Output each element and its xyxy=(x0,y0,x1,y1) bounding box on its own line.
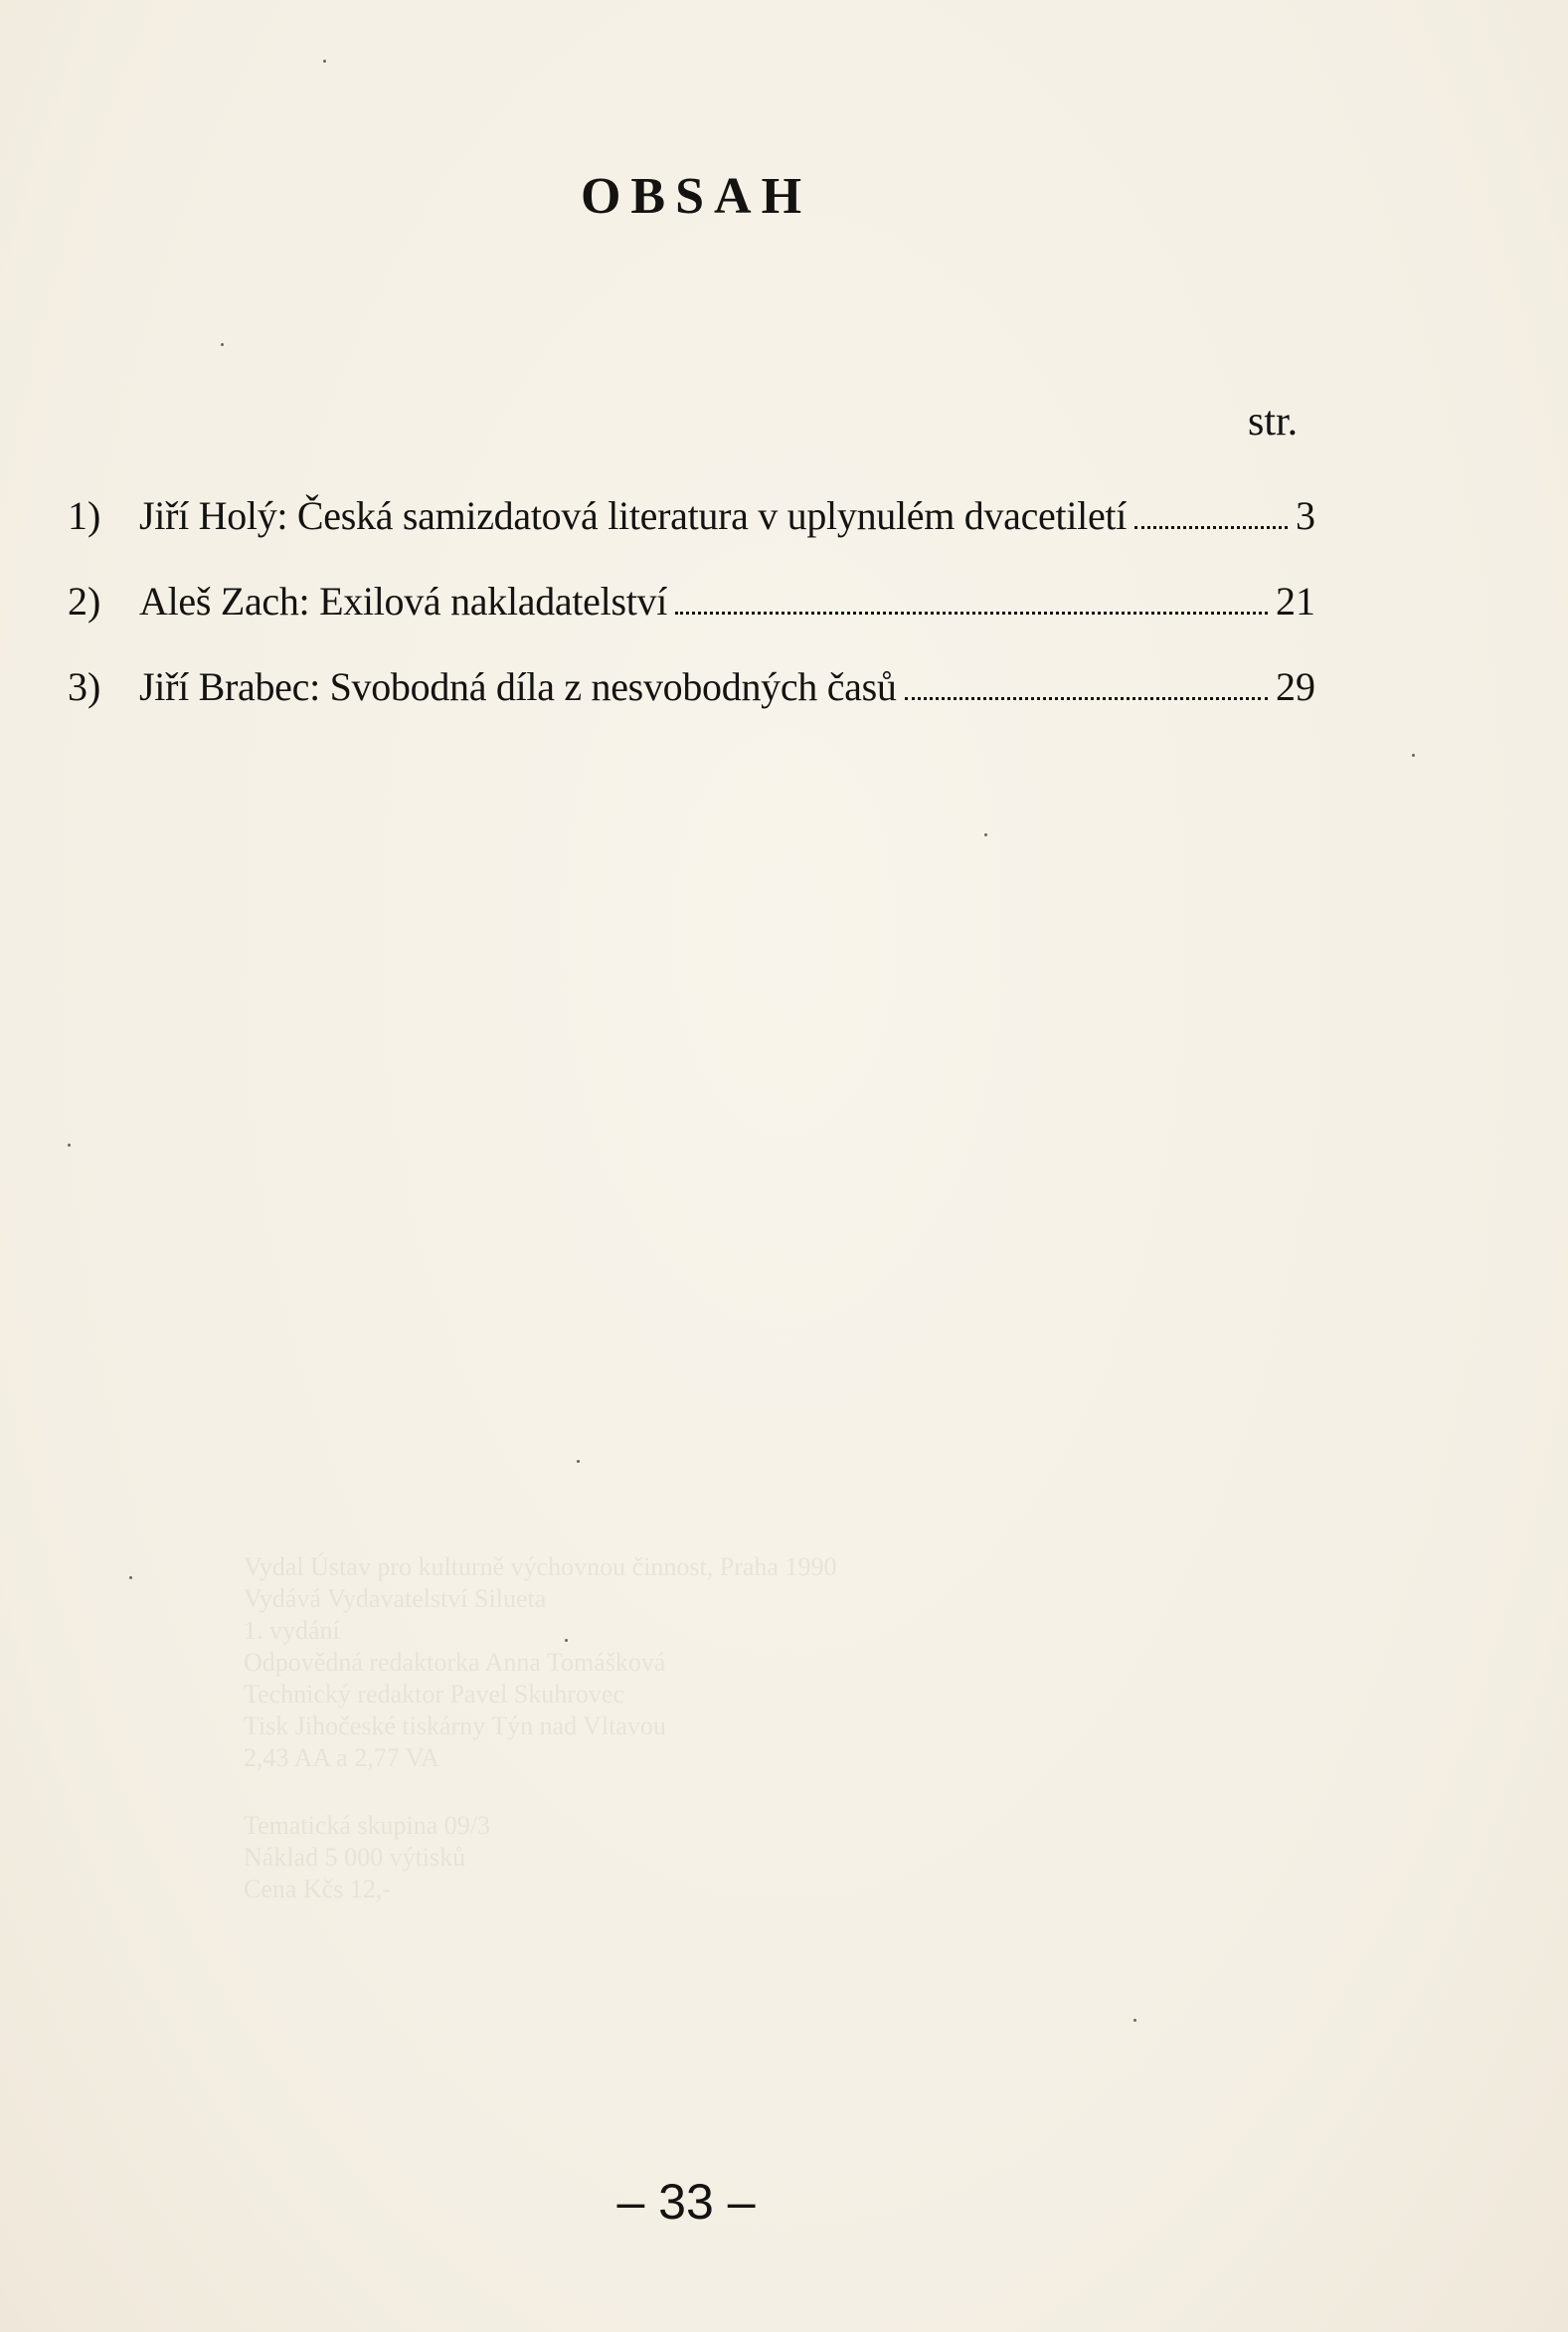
imprint-line: Odpovědná redaktorka Anna Tomášková xyxy=(244,1648,666,1677)
toc-entry-title: Jiří Brabec: Svobodná díla z nesvobodných časů xyxy=(139,664,897,709)
paper-speck xyxy=(984,833,987,836)
paper-speck xyxy=(68,1144,71,1147)
paper-speck xyxy=(1133,2019,1136,2022)
table-of-contents xyxy=(68,492,1315,749)
imprint-spacer xyxy=(244,1774,1138,1810)
toc-dot-leader xyxy=(1134,526,1288,529)
paper-speck xyxy=(577,1460,580,1463)
toc-dot-leader xyxy=(905,697,1268,700)
paper-speck xyxy=(1412,754,1415,757)
toc-entry-number: 3) xyxy=(68,664,101,709)
imprint-line: Technický redaktor Pavel Skuhrovec xyxy=(244,1680,624,1708)
imprint-line: Tematická skupina 09/3 xyxy=(244,1811,491,1840)
toc-entry-page: 3 xyxy=(1296,493,1315,538)
page-number: – 33 – xyxy=(616,2174,756,2230)
toc-entry-number: 1) xyxy=(68,493,101,538)
imprint-line: Tisk Jihočeské tiskárny Týn nad Vltavou xyxy=(244,1711,666,1740)
toc-entry-page: 21 xyxy=(1276,579,1315,624)
toc-entry xyxy=(68,578,1315,663)
paper-speck xyxy=(221,343,224,346)
paper-speck xyxy=(565,1639,568,1642)
toc-entry-page: 29 xyxy=(1276,664,1315,709)
imprint-line: 1. vydání xyxy=(244,1616,340,1645)
paper-speck xyxy=(129,1576,132,1579)
toc-entry xyxy=(68,663,1315,749)
imprint-line: Náklad 5 000 výtisků xyxy=(244,1843,466,1872)
page-title: OBSAH xyxy=(580,168,812,225)
toc-entry xyxy=(68,492,1315,578)
imprint-line: Cena Kčs 12,- xyxy=(244,1875,392,1903)
page-column-label: str. xyxy=(1248,399,1299,445)
toc-dot-leader xyxy=(675,612,1268,615)
imprint-block xyxy=(244,1551,1138,1905)
toc-entry-number: 2) xyxy=(68,579,101,624)
imprint-line: 2,43 AA a 2,77 VA xyxy=(244,1743,439,1772)
toc-entry-title: Jiří Holý: Česká samizdatová literatura v uplynulém dvacetiletí xyxy=(139,493,1128,538)
imprint-line: Vydal Ústav pro kulturně výchovnou činnost, Praha 1990 xyxy=(244,1552,837,1581)
toc-entry-title: Aleš Zach: Exilová nakladatelství xyxy=(139,579,668,624)
paper-speck xyxy=(323,60,326,63)
imprint-line: Vydává Vydavatelství Silueta xyxy=(244,1584,547,1613)
